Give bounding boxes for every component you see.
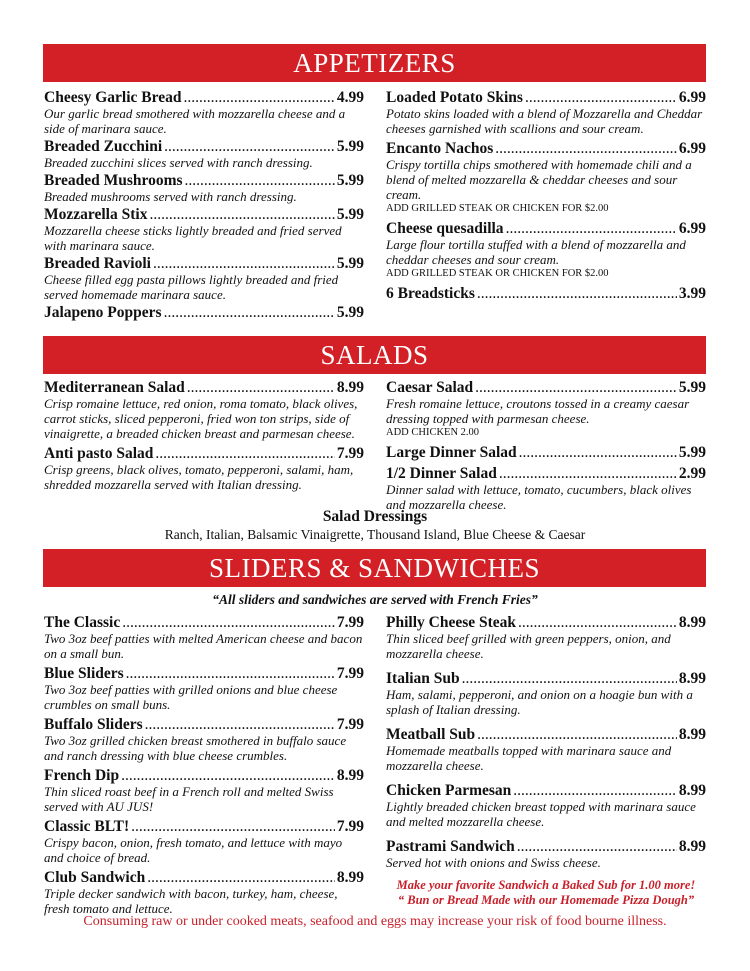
salad-dressings-title: Salad Dressings: [322, 508, 428, 525]
menu-item-description: Large flour tortilla stuffed with a blend of mozzarella and cheddar cheeses and sour cream.: [386, 237, 686, 267]
menu-item-price: 6.99: [678, 89, 706, 106]
menu-item-description: Served hot with onions and Swiss cheese.: [386, 855, 601, 870]
menu-item-description: Breaded mushrooms served with ranch dressing.: [44, 189, 297, 204]
menu-item: [44, 379, 364, 441]
menu-item-description: Cheese filled egg pasta pillows lightly breaded and fried served homemade marinara sauce.: [44, 272, 339, 302]
menu-item: [44, 445, 364, 492]
dot-leader: [525, 89, 677, 106]
dot-leader: [185, 172, 335, 189]
sandwiches-left-column: [44, 614, 364, 920]
menu-item-description: Two 3oz beef patties with grilled onions and blue cheese crumbles on small buns.: [44, 682, 338, 712]
appetizers-left-column: [44, 89, 364, 323]
menu-item-addon: ADD GRILLED STEAK OR CHICKEN FOR $2.00: [386, 268, 609, 279]
menu-item-price: 7.99: [336, 818, 364, 835]
menu-item-description: Triple decker sandwich with bacon, turkey, ham, cheese, fresh tomato and lettuce.: [44, 886, 338, 916]
sandwiches-right-column: [386, 614, 706, 879]
menu-item: [386, 614, 706, 661]
dot-leader: [513, 782, 677, 799]
menu-item-description: Two 3oz beef patties with melted American cheese and bacon on a small bun.: [44, 631, 363, 661]
menu-item-name: The Classic: [44, 614, 121, 631]
menu-item-price: 5.99: [336, 304, 364, 321]
menu-item-row: [44, 206, 364, 223]
menu-item-name: Buffalo Sliders: [44, 716, 143, 733]
menu-item-row: [386, 220, 706, 237]
menu-item: [386, 379, 706, 440]
menu-item-name: Philly Cheese Steak: [386, 614, 517, 631]
menu-item-description: Crispy bacon, onion, fresh tomato, and lettuce with mayo and choice of bread.: [44, 835, 343, 865]
menu-item: [386, 726, 706, 773]
menu-item-name: Mediterranean Salad: [44, 379, 185, 396]
menu-item-price: 3.99: [678, 285, 706, 302]
dot-leader: [121, 767, 335, 784]
menu-item-row: [44, 869, 364, 886]
menu-item-description: Dinner salad with lettuce, tomato, cucumbers, black olives and mozzarella cheese.: [386, 482, 692, 512]
menu-item-price: 8.99: [336, 767, 364, 784]
appetizers-right-column: [386, 89, 706, 306]
menu-item-row: [386, 140, 706, 157]
salads-left-column: [44, 379, 364, 496]
menu-item: [386, 444, 706, 461]
dot-leader: [506, 220, 677, 237]
dot-leader: [164, 138, 335, 155]
menu-item-price: 7.99: [336, 445, 364, 462]
menu-item-description: Ham, salami, pepperoni, and onion on a hoagie bun with a splash of Italian dressing.: [386, 687, 693, 717]
salad-dressings-list: Ranch, Italian, Balsamic Vinaigrette, Thousand Island, Blue Cheese & Caesar: [164, 527, 586, 542]
dot-leader: [131, 818, 335, 835]
menu-item-price: 7.99: [336, 614, 364, 631]
menu-item-row: [44, 138, 364, 155]
menu-item: [386, 285, 706, 302]
menu-item-price: 8.99: [336, 869, 364, 886]
sandwiches-banner: SLIDERS & SANDWICHES: [43, 549, 706, 587]
dot-leader: [462, 670, 677, 687]
menu-item-name: Pastrami Sandwich: [386, 838, 515, 855]
menu-item-description: Crispy tortilla chips smothered with homemade chili and a blend of melted mozzarella & cheddar cheeses and sour cream.: [386, 157, 692, 202]
menu-item-row: [44, 445, 364, 462]
menu-item: [44, 255, 364, 302]
menu-item-price: 2.99: [678, 465, 706, 482]
sandwiches-fries-note: “All sliders and sandwiches are served with French Fries”: [212, 592, 538, 607]
menu-item-description: Breaded zucchini slices served with ranch dressing.: [44, 155, 313, 170]
menu-item-row: [386, 379, 706, 396]
menu-item-row: [386, 782, 706, 799]
menu-item: [44, 665, 364, 712]
menu-item-name: 1/2 Dinner Salad: [386, 465, 497, 482]
menu-item-name: 6 Breadsticks: [386, 285, 475, 302]
menu-item-description: Our garlic bread smothered with mozzarella cheese and a side of marinara sauce.: [44, 106, 346, 136]
dot-leader: [495, 140, 677, 157]
menu-item-price: 8.99: [678, 782, 706, 799]
menu-item-row: [386, 285, 706, 302]
menu-item-price: 5.99: [336, 138, 364, 155]
menu-item-price: 7.99: [336, 716, 364, 733]
dot-leader: [155, 445, 334, 462]
menu-item-description: Two 3oz grilled chicken breast smothered in buffalo sauce and ranch dressing with blue cheese crumbles.: [44, 733, 347, 763]
menu-item-description: Crisp romaine lettuce, red onion, roma tomato, black olives, carrot sticks, sliced pepperoni, fried won ton strips, side of vinaigrette, a breaded chicken breast and parmesan cheese.: [44, 396, 358, 441]
menu-item-row: [386, 444, 706, 461]
menu-item-name: Italian Sub: [386, 670, 460, 687]
dot-leader: [477, 285, 677, 302]
dot-leader: [477, 726, 677, 743]
menu-item-name: Loaded Potato Skins: [386, 89, 523, 106]
menu-item-description: Lightly breaded chicken breast topped with marinara sauce and melted mozzarella cheese.: [386, 799, 696, 829]
dot-leader: [122, 614, 335, 631]
menu-item: [386, 670, 706, 717]
menu-item-name: Anti pasto Salad: [44, 445, 154, 462]
menu-item: [386, 465, 706, 512]
promo-homemade-dough: “ Bun or Bread Made with our Homemade Pizza Dough”: [397, 893, 695, 907]
promo-baked-sub: Make your favorite Sandwich a Baked Sub for 1.00 more!: [396, 878, 696, 892]
menu-item-price: 6.99: [678, 220, 706, 237]
menu-item-price: 8.99: [678, 726, 706, 743]
dot-leader: [519, 444, 677, 461]
menu-item-row: [386, 838, 706, 855]
menu-item-description: Mozzarella cheese sticks lightly breaded and fried served with marinara sauce.: [44, 223, 342, 253]
menu-item-name: Breaded Mushrooms: [44, 172, 183, 189]
menu-item-row: [44, 255, 364, 272]
salads-banner: SALADS: [43, 336, 706, 374]
menu-item: [44, 172, 364, 204]
dot-leader: [499, 465, 677, 482]
menu-item-description: Potato skins loaded with a blend of Mozzarella and Cheddar cheeses garnished with scallions and sour cream.: [386, 106, 703, 136]
dot-leader: [145, 716, 335, 733]
menu-item-price: 8.99: [678, 838, 706, 855]
menu-item-price: 7.99: [336, 665, 364, 682]
menu-item-name: Large Dinner Salad: [386, 444, 517, 461]
menu-item-price: 5.99: [336, 206, 364, 223]
menu-item-price: 5.99: [678, 379, 706, 396]
menu-item: [44, 206, 364, 253]
menu-item-price: 5.99: [336, 172, 364, 189]
menu-item-row: [44, 304, 364, 321]
appetizers-banner: APPETIZERS: [43, 44, 706, 82]
menu-item-description: Crisp greens, black olives, tomato, pepperoni, salami, ham, shredded mozzarella served with Italian dressing.: [44, 462, 354, 492]
menu-item-row: [44, 89, 364, 106]
menu-item-description: Fresh romaine lettuce, croutons tossed in a creamy caesar dressing topped with parmesan cheese.: [386, 396, 690, 426]
menu-item-name: Blue Sliders: [44, 665, 124, 682]
menu-item: [44, 614, 364, 661]
menu-item-price: 6.99: [678, 140, 706, 157]
menu-item: [386, 782, 706, 829]
menu-item-row: [386, 614, 706, 631]
menu-item-row: [44, 665, 364, 682]
menu-item-price: 8.99: [678, 614, 706, 631]
menu-item-name: Cheese quesadilla: [386, 220, 504, 237]
dot-leader: [153, 255, 335, 272]
dot-leader: [147, 869, 335, 886]
menu-item-name: Mozzarella Stix: [44, 206, 148, 223]
menu-item: [44, 767, 364, 814]
menu-item-name: Jalapeno Poppers: [44, 304, 162, 321]
menu-item: [386, 89, 706, 136]
menu-item-row: [386, 726, 706, 743]
dot-leader: [149, 206, 334, 223]
menu-item-name: Encanto Nachos: [386, 140, 494, 157]
menu-item-row: [44, 716, 364, 733]
menu-item-row: [44, 172, 364, 189]
menu-item-row: [386, 670, 706, 687]
menu-item-name: French Dip: [44, 767, 120, 784]
dot-leader: [475, 379, 677, 396]
menu-item-description: Homemade meatballs topped with marinara sauce and mozzarella cheese.: [386, 743, 672, 773]
menu-item: [44, 716, 364, 763]
dot-leader: [164, 304, 335, 321]
menu-item-name: Breaded Ravioli: [44, 255, 151, 272]
menu-item-name: Classic BLT!: [44, 818, 130, 835]
menu-item-price: 8.99: [336, 379, 364, 396]
food-safety-footer: Consuming raw or under cooked meats, seafood and eggs may increase your risk of food bourne illness.: [83, 914, 667, 929]
dot-leader: [517, 838, 677, 855]
menu-item-row: [44, 614, 364, 631]
menu-item-description: Thin sliced roast beef in a French roll and melted Swiss served with AU JUS!: [44, 784, 334, 814]
dot-leader: [518, 614, 677, 631]
menu-item-price: 4.99: [336, 89, 364, 106]
dot-leader: [126, 665, 335, 682]
dot-leader: [183, 89, 334, 106]
menu-item: [386, 220, 706, 281]
menu-item-description: Thin sliced beef grilled with green peppers, onion, and mozzarella cheese.: [386, 631, 671, 661]
menu-item: [44, 304, 364, 321]
menu-item: [44, 89, 364, 136]
menu-item-price: 8.99: [678, 670, 706, 687]
menu-item-name: Meatball Sub: [386, 726, 476, 743]
menu-item-price: 5.99: [336, 255, 364, 272]
menu-item-price: 5.99: [678, 444, 706, 461]
menu-item-name: Club Sandwich: [44, 869, 146, 886]
sandwich-promo: [386, 878, 706, 908]
menu-item: [386, 140, 706, 216]
menu-item: [44, 869, 364, 916]
menu-item-name: Chicken Parmesan: [386, 782, 512, 799]
menu-item-name: Cheesy Garlic Bread: [44, 89, 182, 106]
menu-item-row: [386, 89, 706, 106]
menu-item: [44, 138, 364, 170]
menu-item-row: [44, 379, 364, 396]
menu-item: [386, 838, 706, 870]
menu-item-name: Breaded Zucchini: [44, 138, 163, 155]
dot-leader: [187, 379, 335, 396]
menu-item-row: [44, 767, 364, 784]
salads-right-column: [386, 379, 706, 516]
menu-item-addon: ADD GRILLED STEAK OR CHICKEN FOR $2.00: [386, 203, 609, 214]
menu-item: [44, 818, 364, 865]
menu-item-name: Caesar Salad: [386, 379, 474, 396]
menu-item-addon: ADD CHICKEN 2.00: [386, 427, 480, 438]
menu-item-row: [44, 818, 364, 835]
menu-item-row: [386, 465, 706, 482]
